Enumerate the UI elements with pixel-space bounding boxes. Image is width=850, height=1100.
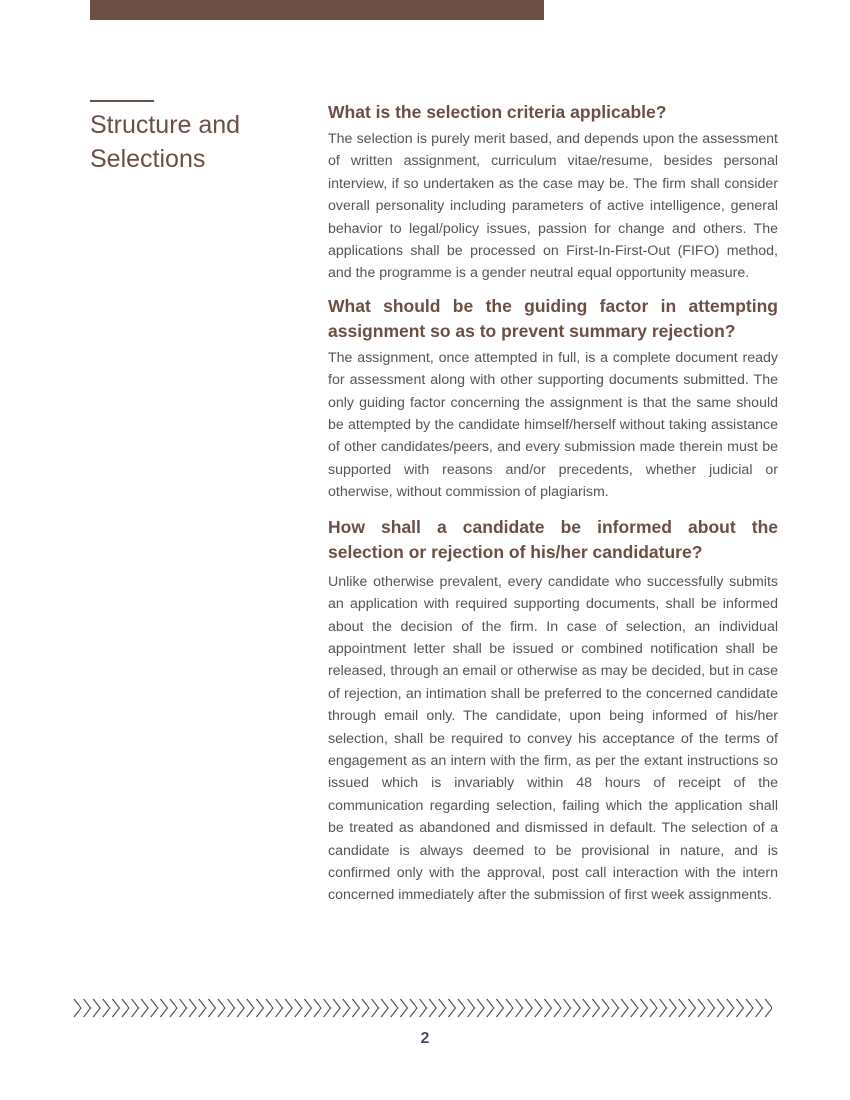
page-number: 2 bbox=[420, 1030, 430, 1047]
faq-content bbox=[328, 100, 778, 907]
faq-question: How shall a candidate be informed about the selection or rejection of his/her candidature? bbox=[328, 516, 778, 562]
faq-answer: The selection is purely merit based, and depends upon the assessment of written assignment, curriculum vitae/resume, besides personal interview, if so undertaken as the case may be. The firm shall consider overall personality including parameters of active intelligence, general behavior to legal/policy issues, passion for change and others. The applications shall be processed on First-In-First-Out (FIFO) method, and the programme is a gender neutral equal opportunity measure. bbox=[328, 131, 778, 282]
faq-question: What is the selection criteria applicable? bbox=[328, 102, 667, 122]
section-title-rule bbox=[90, 100, 154, 102]
faq-answer: The assignment, once attempted in full, is a complete document ready for assessment along with other supporting documents submitted. The only guiding factor concerning the assignment is that the same should be attempted by the candidate himself/herself without taking assistance of other candidates/peers, and every submission made therein must be supported with reasons and/or precedents, whether judicial or otherwise, without commission of plagiarism. bbox=[328, 349, 778, 501]
faq-item-selection-criteria bbox=[328, 100, 778, 285]
faq-answer: Unlike otherwise prevalent, every candidate who successfully submits an application with required supporting documents, shall be informed about the decision of the firm. In case of selection, an individual appointment letter shall be issued or combined notification shall be released, through an email or otherwise as may be decided, but in case of rejection, an intimation shall be preferred to the concerned candidate through email only. The candidate, upon being informed of his/her selection, shall be required to convey his acceptance of the terms of engagement as an intern with the firm, as per the extant instructions so issued which is invariably within 48 hours of receipt of the communication regarding selection, failing which the application shall be treated as abandoned and dismissed in default. The selection of a candidate is always deemed to be provisional in nature, and is confirmed only with the approval, post call interaction with the intern concerned immediately after the submission of first week assignments. bbox=[328, 573, 778, 904]
section-title: Structure and Selections bbox=[90, 111, 241, 173]
faq-item-guiding-factor bbox=[328, 294, 778, 504]
faq-item-selection-notification bbox=[328, 515, 778, 907]
chevron-divider-icon bbox=[72, 996, 772, 1020]
faq-question: What should be the guiding factor in attempting assignment so as to prevent summary rejection? bbox=[328, 295, 778, 341]
header-color-bar bbox=[90, 0, 544, 20]
